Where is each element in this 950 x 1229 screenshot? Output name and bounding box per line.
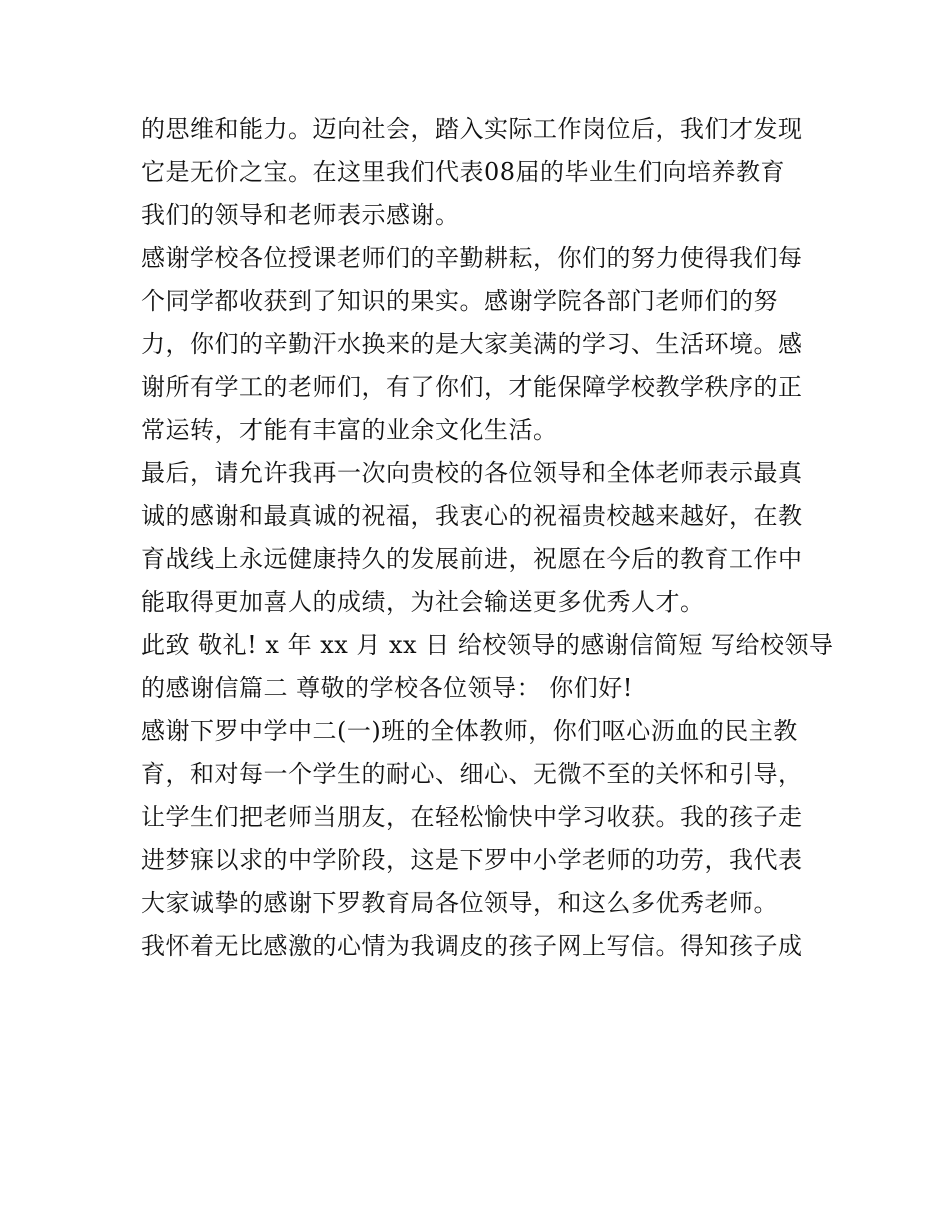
text-line: 力，你们的辛勤汗水换来的是大家美满的学习、生活环境。感 (141, 330, 803, 358)
text-line: 育，和对每一个学生的耐心、细心、无微不至的关怀和引导， (141, 760, 803, 788)
text-line: 让学生们把老师当朋友，在轻松愉快中学习收获。我的孩子走 (141, 803, 803, 831)
text-line: 诚的感谢和最真诚的祝福，我衷心的祝福贵校越来越好，在教 (141, 502, 803, 530)
text-line: 个同学都收获到了知识的果实。感谢学院各部门老师们的努 (141, 287, 778, 315)
text-line: 谢所有学工的老师们，有了你们，才能保障学校教学秩序的正 (141, 373, 803, 401)
text-line: 感谢学校各位授课老师们的辛勤耕耘，你们的努力使得我们每 (141, 244, 803, 272)
text-line: 进梦寐以求的中学阶段，这是下罗中小学老师的功劳，我代表 (141, 846, 803, 874)
text-line: 的思维和能力。迈向社会，踏入实际工作岗位后，我们才发现 (141, 115, 803, 143)
text-line: 它是无价之宝。在这里我们代表08届的毕业生们向培养教育 (141, 158, 786, 186)
text-line: 能取得更加喜人的成绩，为社会输送更多优秀人才。 (141, 588, 705, 616)
text-line: 最后，请允许我再一次向贵校的各位领导和全体老师表示最真 (141, 459, 803, 487)
text-line: 此致 敬礼! x 年 xx 月 xx 日 给校领导的感谢信简短 写给校领导 (141, 631, 834, 659)
text-line: 我怀着无比感激的心情为我调皮的孩子网上写信。得知孩子成 (141, 932, 803, 960)
text-line: 常运转，才能有丰富的业余文化生活。 (141, 416, 558, 444)
text-line: 育战线上永远健康持久的发展前进，祝愿在今后的教育工作中 (141, 545, 803, 573)
document-body (141, 108, 834, 968)
text-line: 大家诚挚的感谢下罗教育局各位领导，和这么多优秀老师。 (141, 889, 778, 917)
text-line: 的感谢信篇二 尊敬的学校各位领导： 你们好! (141, 674, 633, 702)
text-line: 感谢下罗中学中二(一)班的全体教师，你们呕心沥血的民主教 (141, 717, 798, 745)
text-line: 我们的领导和老师表示感谢。 (141, 201, 460, 229)
